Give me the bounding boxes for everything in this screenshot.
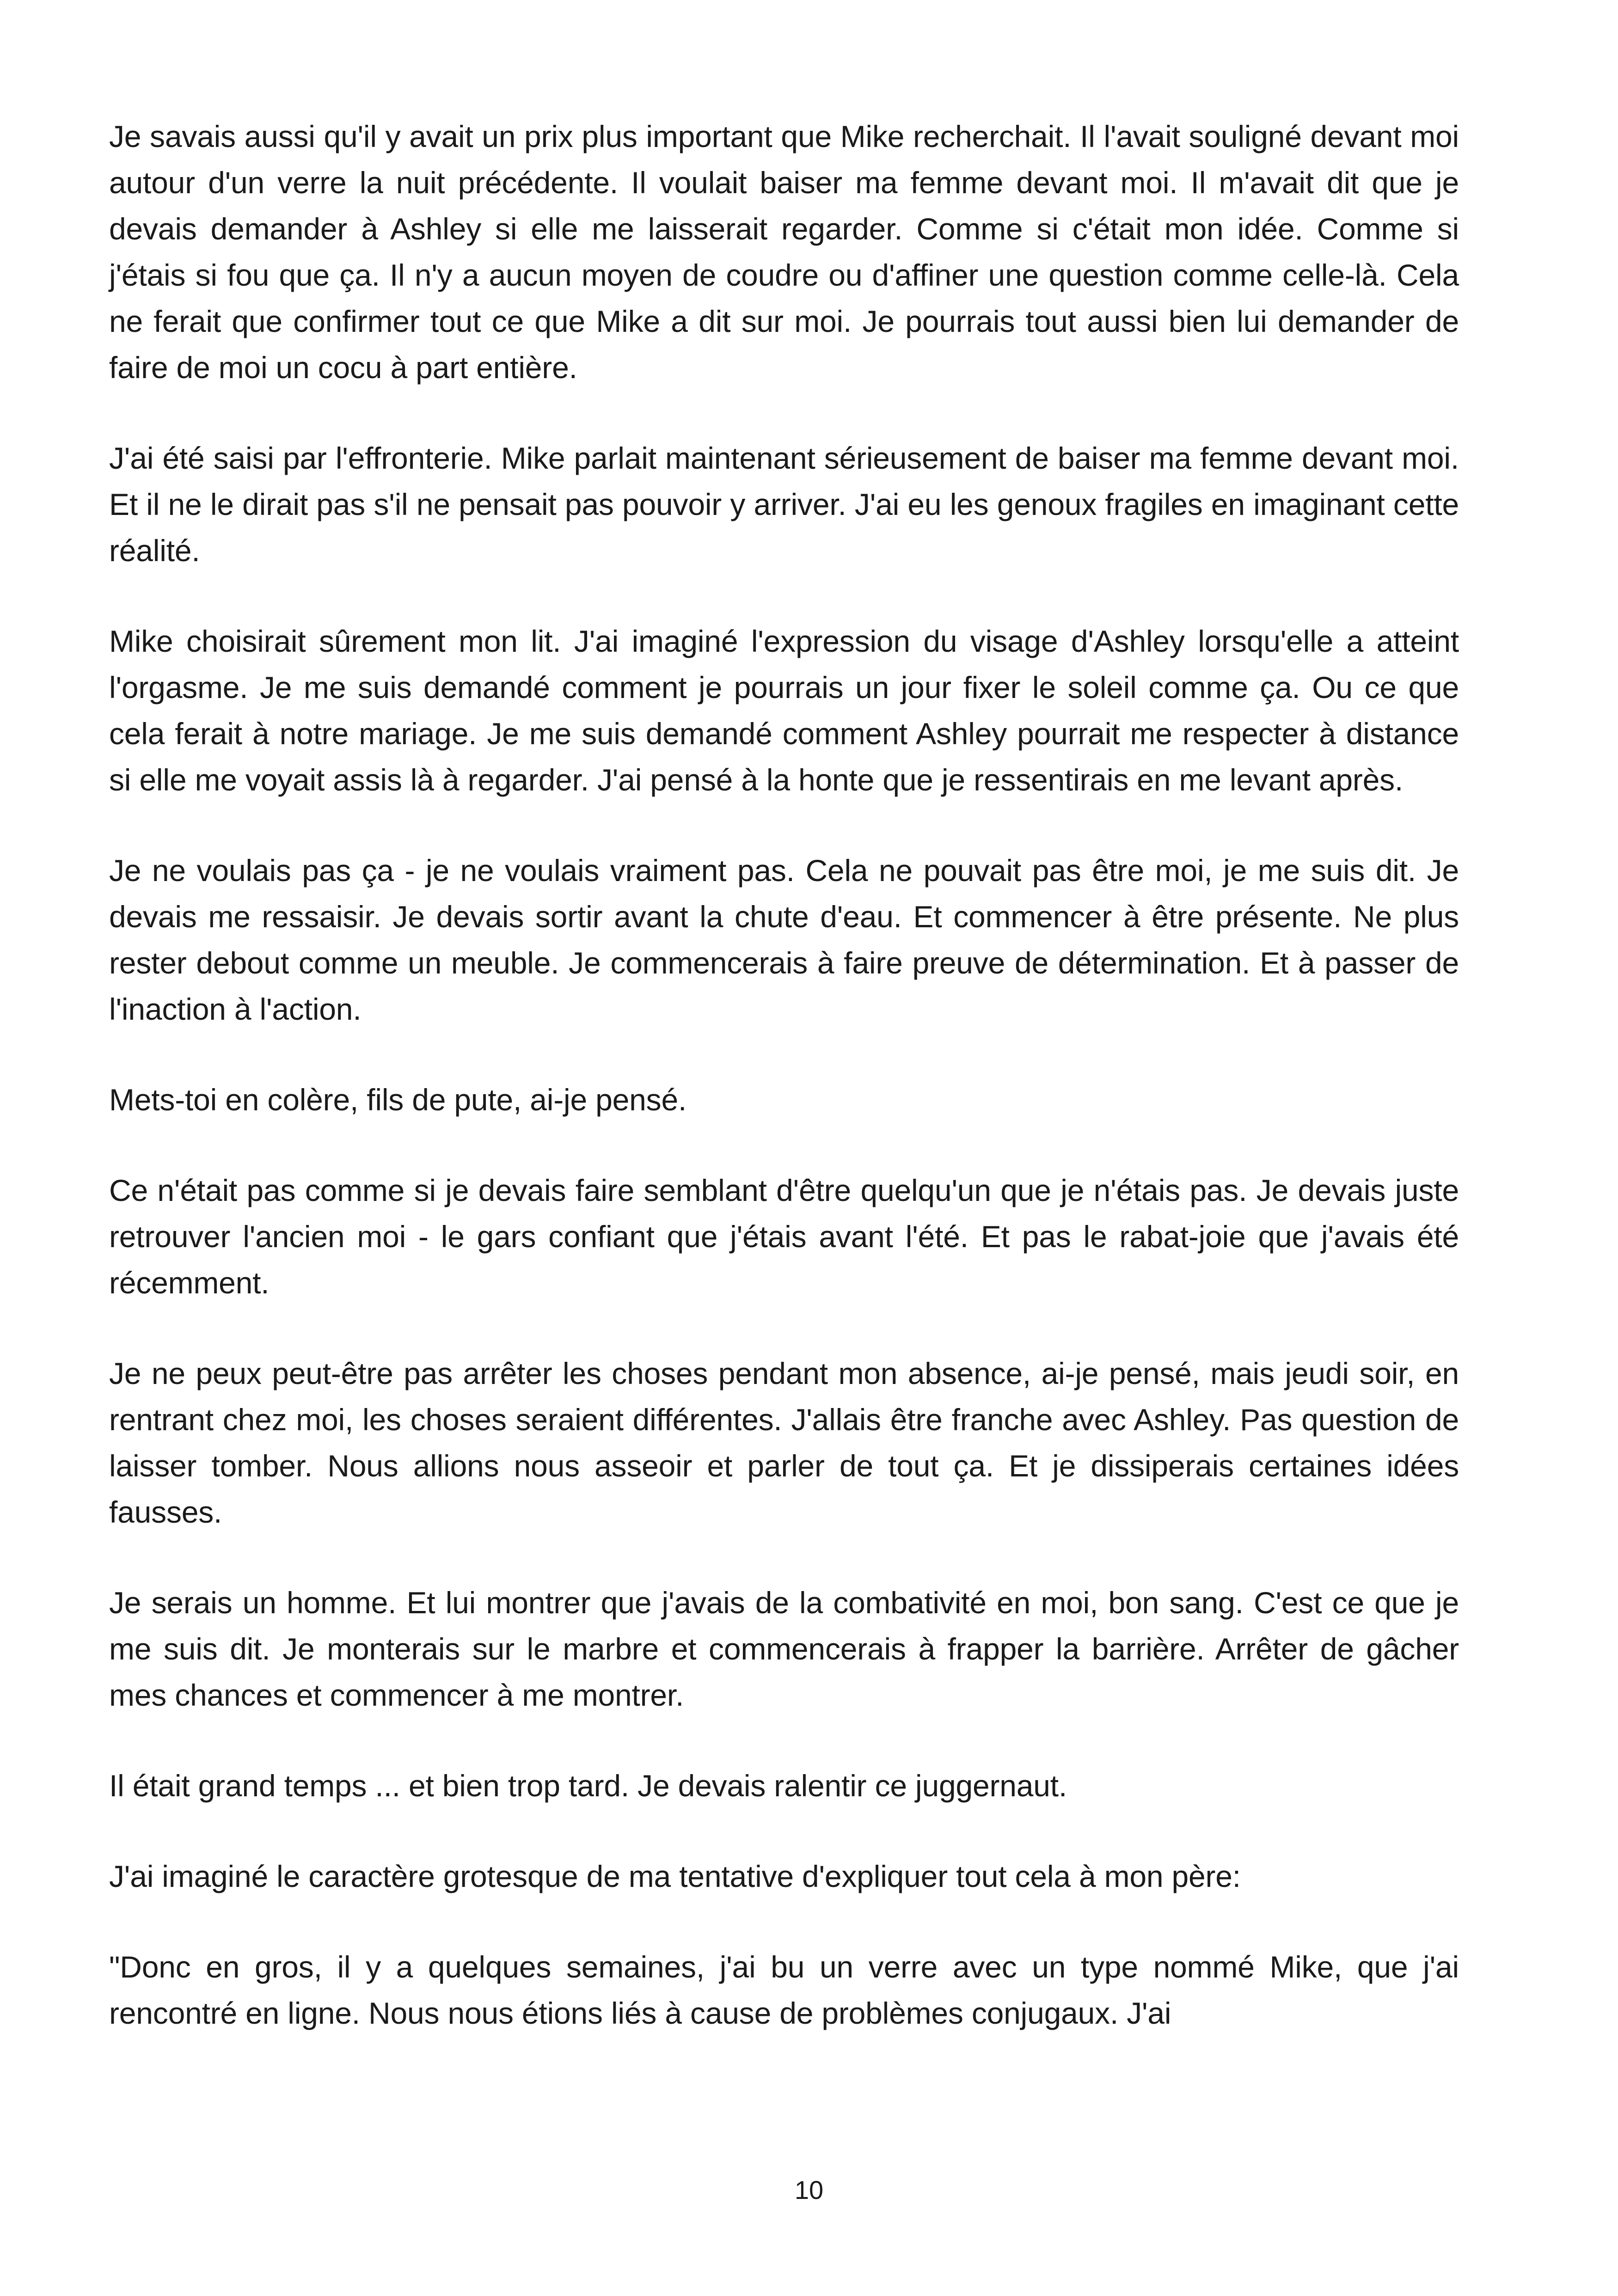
paragraph-7: Je ne peux peut-être pas arrêter les choses pendant mon absence, ai-je pensé, mais jeudi soir, en rentrant chez moi, les choses seraient différentes. J'allais être franche avec Ashley. Pas question de laisser tomber. Nous allions nous asseoir et parler de tout ça. Et je dissiperais certaines idées fausses. <box>109 1356 1459 1529</box>
document-body <box>109 113 1459 2081</box>
paragraph-5: Mets-toi en colère, fils de pute, ai-je pensé. <box>109 1083 687 1117</box>
page-number: 10 <box>794 2175 824 2204</box>
paragraph-3: Mike choisirait sûrement mon lit. J'ai imaginé l'expression du visage d'Ashley lorsqu'elle a atteint l'orgasme. Je me suis demandé comment je pourrais un jour fixer le soleil comme ça. Ou ce que cela ferait à notre mariage. Je me suis demandé comment Ashley pourrait me respecter à distance si elle me voyait assis là à regarder. J'ai pensé à la honte que je ressentirais en me levant après. <box>109 624 1459 797</box>
paragraph-8: Je serais un homme. Et lui montrer que j'avais de la combativité en moi, bon sang. C'est ce que je me suis dit. Je monterais sur le marbre et commencerais à frapper la barrière. Arrêter de gâcher mes chances et commencer à me montrer. <box>109 1586 1459 1712</box>
paragraph-4: Je ne voulais pas ça - je ne voulais vraiment pas. Cela ne pouvait pas être moi, je me suis dit. Je devais me ressaisir. Je devais sortir avant la chute d'eau. Et commencer à être présente. Ne plus rester debout comme un meuble. Je commencerais à faire preuve de détermination. Et à passer de l'inaction à l'action. <box>109 853 1459 1026</box>
paragraph-10: J'ai imaginé le caractère grotesque de ma tentative d'expliquer tout cela à mon père: <box>109 1859 1241 1893</box>
paragraph-9: Il était grand temps ... et bien trop tard. Je devais ralentir ce juggernaut. <box>109 1769 1067 1803</box>
paragraph-2: J'ai été saisi par l'effronterie. Mike parlait maintenant sérieusement de baiser ma femme devant moi. Et il ne le dirait pas s'il ne pensait pas pouvoir y arriver. J'ai eu les genoux fragiles en imaginant cette réalité. <box>109 441 1459 568</box>
paragraph-11: "Donc en gros, il y a quelques semaines, j'ai bu un verre avec un type nommé Mike, que j'ai rencontré en ligne. Nous nous étions liés à cause de problèmes conjugaux. J'ai <box>109 1950 1459 2030</box>
paragraph-6: Ce n'était pas comme si je devais faire semblant d'être quelqu'un que je n'étais pas. Je devais juste retrouver l'ancien moi - le gars confiant que j'étais avant l'été. Et pas le rabat-joie que j'avais été récemment. <box>109 1173 1459 1300</box>
paragraph-1: Je savais aussi qu'il y avait un prix plus important que Mike recherchait. Il l'avait souligné devant moi autour d'un verre la nuit précédente. Il voulait baiser ma femme devant moi. Il m'avait dit que je devais demander à Ashley si elle me laisserait regarder. Comme si c'était mon idée. Comme si j'étais si fou que ça. Il n'y a aucun moyen de coudre ou d'affiner une question comme celle-là. Cela ne ferait que confirmer tout ce que Mike a dit sur moi. Je pourrais tout aussi bien lui demander de faire de moi un cocu à part entière. <box>109 119 1459 385</box>
